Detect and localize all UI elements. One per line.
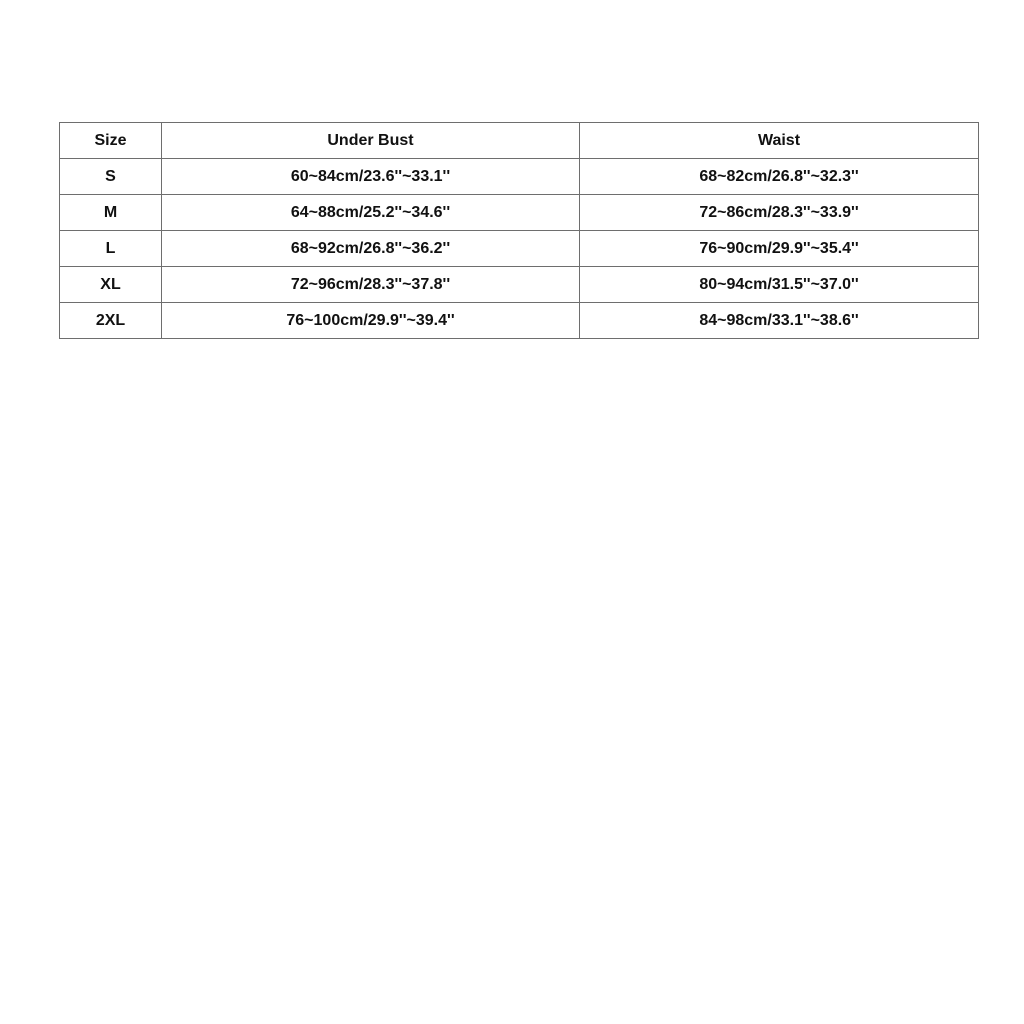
waist-cell: 68~82cm/26.8''~32.3'' [580,159,979,195]
table-body [60,159,979,339]
table-row [60,267,979,303]
table-row [60,303,979,339]
under-bust-cell: 64~88cm/25.2''~34.6'' [162,195,580,231]
waist-cell: 80~94cm/31.5''~37.0'' [580,267,979,303]
table-header [60,123,979,159]
size-cell: M [60,195,162,231]
under-bust-cell: 60~84cm/23.6''~33.1'' [162,159,580,195]
size-cell: XL [60,267,162,303]
table-row [60,231,979,267]
size-cell: S [60,159,162,195]
size-cell: 2XL [60,303,162,339]
header-under-bust: Under Bust [162,123,580,159]
header-waist: Waist [580,123,979,159]
waist-cell: 76~90cm/29.9''~35.4'' [580,231,979,267]
size-chart-table [59,122,979,339]
header-row [60,123,979,159]
under-bust-cell: 76~100cm/29.9''~39.4'' [162,303,580,339]
waist-cell: 84~98cm/33.1''~38.6'' [580,303,979,339]
size-cell: L [60,231,162,267]
table-row [60,195,979,231]
waist-cell: 72~86cm/28.3''~33.9'' [580,195,979,231]
under-bust-cell: 68~92cm/26.8''~36.2'' [162,231,580,267]
table-row [60,159,979,195]
under-bust-cell: 72~96cm/28.3''~37.8'' [162,267,580,303]
header-size: Size [60,123,162,159]
